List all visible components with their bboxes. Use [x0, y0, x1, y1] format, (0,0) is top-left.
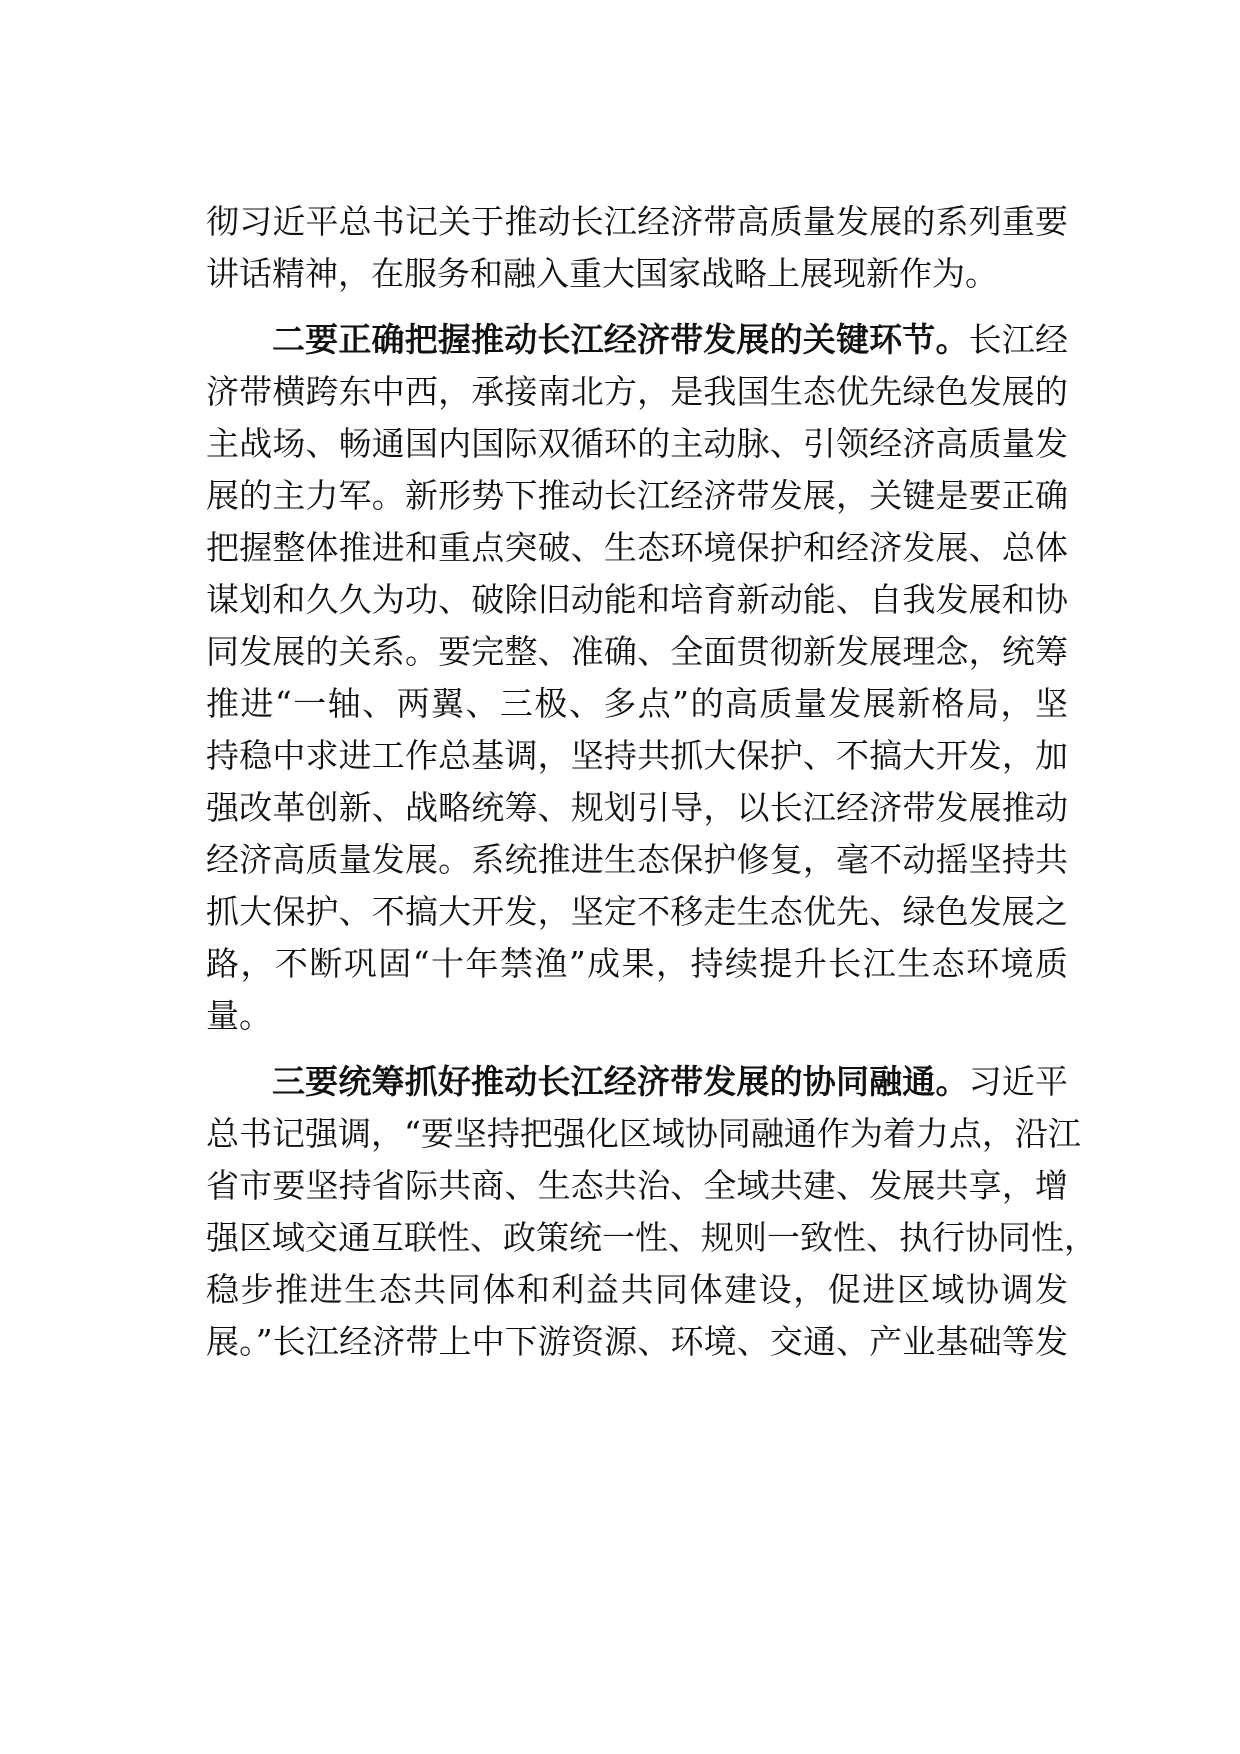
document-body	[206, 196, 1097, 1368]
text-line: 主战场、畅通国内国际双循环的主动脉、引领经济高质量发	[206, 424, 1068, 463]
text-fragment: 长江经	[968, 320, 1069, 359]
text-line: 总书记强调，“要坚持把强化区域协同融通作为着力点，沿江	[206, 1114, 1081, 1153]
text-line: 同发展的关系。要完整、准确、全面贯彻新发展理念，统筹	[206, 632, 1068, 671]
paragraph-first-line	[206, 314, 1068, 366]
text-line: 展的主力军。新形势下推动长江经济带发展，关键是要正确	[206, 476, 1068, 515]
paragraph-heading: 三要统筹抓好推动长江经济带发展的协同融通。	[272, 1062, 969, 1101]
paragraph-heading: 二要正确把握推动长江经济带发展的关键环节。	[272, 320, 969, 359]
paragraph-3	[206, 1056, 1097, 1368]
text-line: 抓大保护、不搞大开发，坚定不移走生态优先、绿色发展之	[206, 892, 1068, 931]
text-line: 强区域交通互联性、政策统一性、规则一致性、执行协同性，	[206, 1218, 1097, 1257]
text-line: 稳步推进生态共同体和利益共同体建设，促进区域协调发	[206, 1270, 1068, 1309]
text-line: 把握整体推进和重点突破、生态环境保护和经济发展、总体	[206, 528, 1068, 567]
text-line: 彻习近平总书记关于推动长江经济带高质量发展的系列重要	[206, 202, 1068, 241]
text-line: 路，不断巩固“十年禁渔”成果，持续提升长江生态环境质	[206, 944, 1068, 983]
text-line: 强改革创新、战略统筹、规划引导，以长江经济带发展推动	[206, 788, 1068, 827]
paragraph-2	[206, 314, 1068, 1042]
text-line: 省市要坚持省际共商、生态共治、全域共建、发展共享，增	[206, 1166, 1068, 1205]
paragraph-1	[206, 196, 1068, 300]
text-line: 持稳中求进工作总基调，坚持共抓大保护、不搞大开发，加	[206, 736, 1068, 775]
text-line: 济带横跨东中西，承接南北方，是我国生态优先绿色发展的	[206, 372, 1068, 411]
text-line: 谋划和久久为功、破除旧动能和培育新动能、自我发展和协	[206, 580, 1068, 619]
text-line: 展。”长江经济带上中下游资源、环境、交通、产业基础等发	[206, 1322, 1068, 1361]
text-line: 经济高质量发展。系统推进生态保护修复，毫不动摇坚持共	[206, 840, 1068, 879]
text-line: 量。	[206, 996, 272, 1035]
text-fragment: 习近平	[968, 1062, 1069, 1101]
paragraph-first-line	[206, 1056, 1068, 1108]
text-line: 推进“一轴、两翼、三极、多点”的高质量发展新格局，坚	[206, 684, 1068, 723]
text-line: 讲话精神，在服务和融入重大国家战略上展现新作为。	[206, 254, 998, 293]
